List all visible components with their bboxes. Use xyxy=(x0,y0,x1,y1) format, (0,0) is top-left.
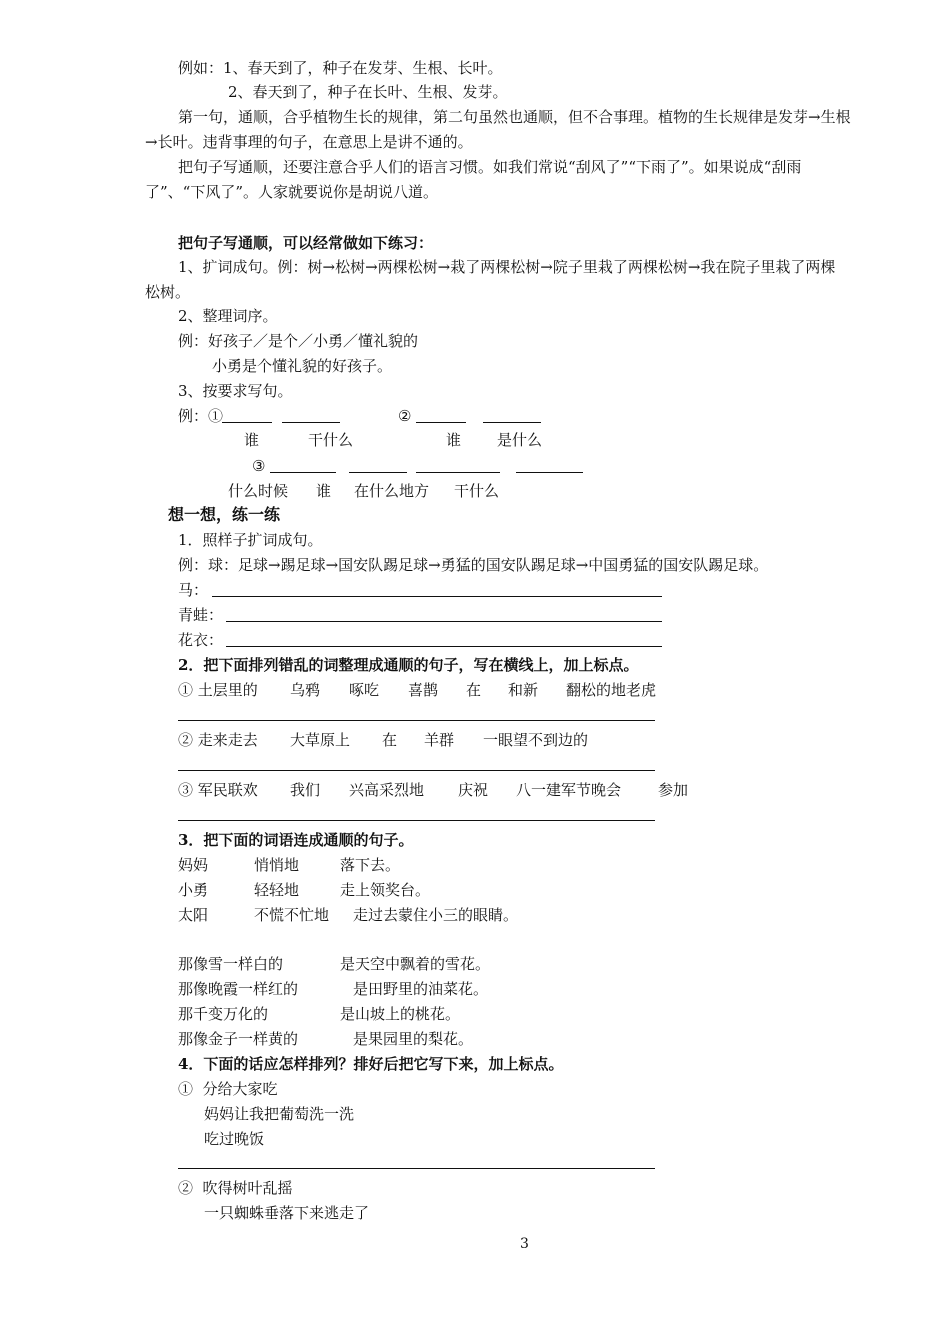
q3-phrase: 是山坡上的桃花。 xyxy=(340,1005,461,1023)
page-number: 3 xyxy=(520,1236,529,1252)
blank-caption: 在什么地方 xyxy=(354,482,430,500)
practice-item-3: 3、按要求写句。 xyxy=(178,382,293,400)
intro-paragraph-line: 了”、“下风了”。人家就要说你是胡说八道。 xyxy=(145,183,439,201)
q2-word: 在 xyxy=(382,731,398,749)
q3-word: 轻轻地 xyxy=(254,881,300,899)
practice-item-2-answer: 小勇是个懂礼貌的好孩子。 xyxy=(212,357,393,375)
practice-item-1: 1、扩词成句。例：树→松树→两棵松树→栽了两棵松树→院子里栽了两棵松树→我在院子里栽了两棵 xyxy=(178,258,836,276)
blank-caption: 是什么 xyxy=(497,431,543,449)
q4-line: ② 吹得树叶乱摇 xyxy=(178,1179,293,1197)
q2-word: 和新 xyxy=(508,681,539,699)
question-1-example: 例：球：足球→踢足球→国安队踢足球→勇猛的国安队踢足球→中国勇猛的国安队踢足球。 xyxy=(178,556,769,574)
q1-item-label: 马： xyxy=(178,581,209,599)
q3-word: 落下去。 xyxy=(340,856,401,874)
q3-word: 不慌不忙地 xyxy=(254,906,330,924)
q3-word: 走上领奖台。 xyxy=(340,881,431,899)
q2-word: ① 土层里的 xyxy=(178,681,258,699)
practice-item-2: 2、整理词序。 xyxy=(178,307,278,325)
intro-paragraph-line: 第一句，通顺，合乎植物生长的规律，第二句虽然也通顺，但不合事理。植物的生长规律是发芽→生根 xyxy=(178,108,851,126)
practice-item-1-cont: 松树。 xyxy=(145,283,191,301)
blank-caption: 谁 xyxy=(244,431,260,449)
answer-line[interactable] xyxy=(226,621,662,622)
blank-line[interactable] xyxy=(222,422,272,423)
q4-line: 一只蜘蛛垂落下来逃走了 xyxy=(204,1204,370,1222)
blank-line[interactable] xyxy=(282,422,340,423)
example-number-3: ③ xyxy=(252,457,266,475)
intro-paragraph-line: →长叶。违背事理的句子，在意思上是讲不通的。 xyxy=(145,133,473,151)
q2-word: ③ 军民联欢 xyxy=(178,781,258,799)
q3-phrase: 是果园里的梨花。 xyxy=(353,1030,474,1048)
blank-caption: 干什么 xyxy=(454,482,500,500)
q2-word: 参加 xyxy=(658,781,689,799)
q2-word: 啄吃 xyxy=(349,681,380,699)
answer-line[interactable] xyxy=(178,820,655,821)
example-number-2: ② xyxy=(398,407,412,425)
intro-example-1: 例如：1、春天到了，种子在发芽、生根、长叶。 xyxy=(178,59,503,77)
question-3: 3．把下面的词语连成通顺的句子。 xyxy=(178,831,414,849)
blank-caption: 干什么 xyxy=(308,431,354,449)
practice-item-2-example: 例：好孩子／是个／小勇／懂礼貌的 xyxy=(178,332,419,350)
q2-word: 一眼望不到边的 xyxy=(483,731,589,749)
q1-item-label: 花衣： xyxy=(178,631,224,649)
blank-caption: 谁 xyxy=(446,431,462,449)
blank-line[interactable] xyxy=(416,422,466,423)
q2-word: 喜鹊 xyxy=(408,681,439,699)
question-4: 4．下面的话应怎样排列？排好后把它写下来，加上标点。 xyxy=(178,1055,564,1073)
q3-phrase: 那像晚霞一样红的 xyxy=(178,980,299,998)
q3-word: 小勇 xyxy=(178,881,209,899)
q2-word: 羊群 xyxy=(424,731,455,749)
answer-line[interactable] xyxy=(226,646,662,647)
q3-word: 悄悄地 xyxy=(254,856,300,874)
q2-word: 大草原上 xyxy=(290,731,351,749)
q3-phrase: 是天空中飘着的雪花。 xyxy=(340,955,491,973)
answer-line[interactable] xyxy=(212,596,662,597)
q4-line: 妈妈让我把葡萄洗一洗 xyxy=(204,1105,355,1123)
q4-line: 吃过晚饭 xyxy=(204,1130,265,1148)
blank-line[interactable] xyxy=(416,472,500,473)
q2-word: 乌鸦 xyxy=(290,681,321,699)
answer-line[interactable] xyxy=(178,770,655,771)
q3-word: 妈妈 xyxy=(178,856,209,874)
q2-word: 我们 xyxy=(290,781,321,799)
blank-line[interactable] xyxy=(516,472,583,473)
answer-line[interactable] xyxy=(178,1168,655,1169)
q3-phrase: 那像雪一样白的 xyxy=(178,955,284,973)
question-1: 1．照样子扩词成句。 xyxy=(178,531,323,549)
blank-caption: 什么时候 xyxy=(228,482,289,500)
q3-word: 太阳 xyxy=(178,906,209,924)
exercise-title: 想一想，练一练 xyxy=(168,505,281,524)
q2-word: 八一建军节晚会 xyxy=(516,781,622,799)
q3-phrase: 是田野里的油菜花。 xyxy=(353,980,489,998)
q4-line: ① 分给大家吃 xyxy=(178,1080,278,1098)
practice-heading: 把句子写通顺，可以经常做如下练习： xyxy=(178,234,434,252)
blank-line[interactable] xyxy=(270,472,336,473)
q2-word: 庆祝 xyxy=(458,781,489,799)
q3-phrase: 那像金子一样黄的 xyxy=(178,1030,299,1048)
q3-word: 走过去蒙住小三的眼睛。 xyxy=(353,906,519,924)
question-2: 2．把下面排列错乱的词整理成通顺的句子，写在横线上，加上标点。 xyxy=(178,656,639,674)
intro-paragraph-line: 把句子写通顺，还要注意合乎人们的语言习惯。如我们常说“刮风了”“下雨了”。如果说成“刮雨 xyxy=(178,158,802,176)
blank-line[interactable] xyxy=(483,422,541,423)
example-label: 例：① xyxy=(178,407,224,425)
q2-word: 兴高采烈地 xyxy=(349,781,425,799)
q2-word: ② 走来走去 xyxy=(178,731,258,749)
blank-caption: 谁 xyxy=(316,482,332,500)
intro-example-2: 2、春天到了，种子在长叶、生根、发芽。 xyxy=(228,83,508,101)
q2-word: 翻松的地老虎 xyxy=(566,681,657,699)
q2-word: 在 xyxy=(466,681,482,699)
answer-line[interactable] xyxy=(178,720,655,721)
q1-item-label: 青蛙： xyxy=(178,606,224,624)
blank-line[interactable] xyxy=(349,472,407,473)
q3-phrase: 那千变万化的 xyxy=(178,1005,269,1023)
